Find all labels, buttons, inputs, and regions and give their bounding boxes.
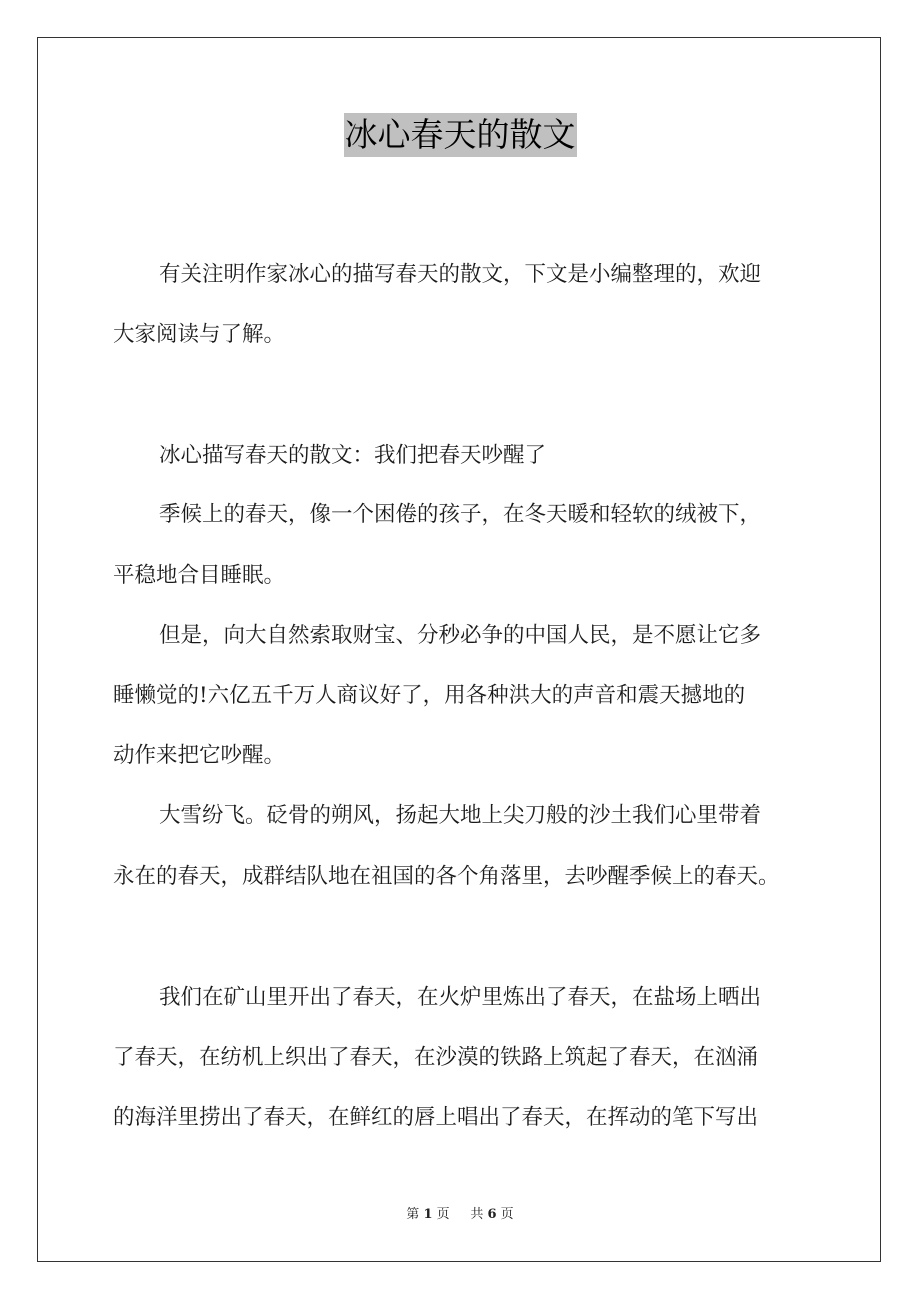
current-page-number: 1 xyxy=(423,1207,433,1222)
text-line: 但是，向大自然索取财宝、分秒必争的中国人民，是不愿让它多 xyxy=(159,623,762,648)
page-prefix: 第 xyxy=(406,1207,420,1222)
page-footer xyxy=(0,1205,920,1225)
text-line: 的海洋里捞出了春天，在鲜红的唇上唱出了春天，在挥动的笔下写出 xyxy=(113,1105,759,1130)
document-title: 冰心春天的散文 xyxy=(344,113,577,157)
text-line: 永在的春天，成群结队地在祖国的各个角落里，去吵醒季候上的春天。 xyxy=(113,864,780,889)
section-heading: 冰心描写春天的散文：我们把春天吵醒了 xyxy=(159,443,547,468)
total-unit: 页 xyxy=(500,1207,514,1222)
text-line: 季候上的春天，像一个困倦的孩子，在冬天暖和轻软的绒被下， xyxy=(159,502,762,527)
text-line: 我们在矿山里开出了春天，在火炉里炼出了春天，在盐场上晒出 xyxy=(159,985,762,1010)
title-container xyxy=(0,113,920,157)
text-line: 大雪纷飞。砭骨的朔风，扬起大地上尖刀般的沙土我们心里带着 xyxy=(159,803,762,828)
text-line: 动作来把它吵醒。 xyxy=(113,743,286,768)
total-prefix: 共 xyxy=(470,1207,484,1222)
text-line: 平稳地合目睡眠。 xyxy=(113,563,286,588)
text-line: 了春天，在纺机上织出了春天，在沙漠的铁路上筑起了春天，在汹涌 xyxy=(113,1045,759,1070)
text-line: 大家阅读与了解。 xyxy=(113,322,286,347)
text-line: 有关注明作家冰心的描写春天的散文，下文是小编整理的，欢迎 xyxy=(159,262,762,287)
text-line: 睡懒觉的!六亿五千万人商议好了，用各种洪大的声音和震天撼地的 xyxy=(113,683,746,708)
page-unit: 页 xyxy=(436,1207,450,1222)
total-page-count: 6 xyxy=(487,1207,497,1222)
